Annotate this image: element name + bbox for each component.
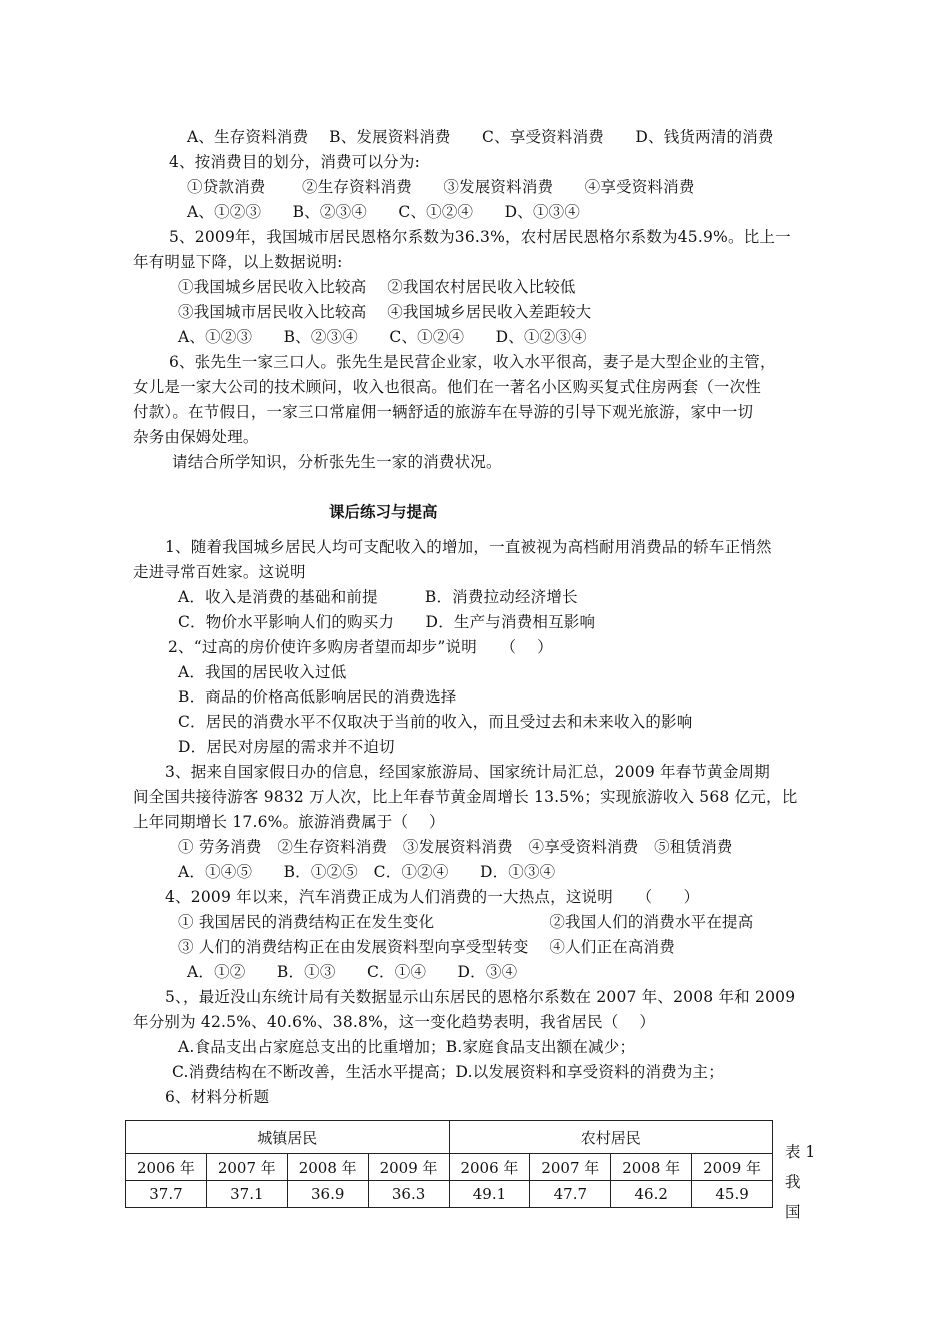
exercise-4-items-line2: ③ 人们的消费结构正在由发展资料型向享受型转变 ④人们正在高消费: [178, 938, 675, 956]
exercise-3-items: ① 劳务消费 ②生存资料消费 ③发展资料消费 ④享受资料消费 ⑤租赁消费: [178, 838, 733, 856]
value-cell: 49.1: [449, 1181, 530, 1208]
table-caption-3: 国: [785, 1203, 801, 1221]
question-6-prompt: 请结合所学知识，分析张先生一家的消费状况。: [172, 453, 502, 471]
table-group-header-row: [126, 1121, 773, 1154]
engel-coefficient-table: [125, 1120, 773, 1208]
question-6-line4: 杂务由保姆处理。: [133, 428, 259, 446]
exercise-2-option-b: B．商品的价格高低影响居民的消费选择: [178, 688, 457, 706]
section-title: 课后练习与提高: [329, 502, 438, 521]
value-cell: 37.1: [206, 1181, 287, 1208]
exercise-5-options-ab: A.食品支出占家庭总支出的比重增加；B.家庭食品支出额在减少；: [178, 1038, 636, 1056]
exercise-5-line1: 5、，最近没山东统计局有关数据显示山东居民的恩格尔系数在 2007 年、2008 年和 2009: [165, 988, 796, 1006]
exercise-1-options-ab: A．收入是消费的基础和前提 B．消费拉动经济增长: [178, 588, 578, 606]
exercise-5-line2: 年分别为 42.5%、40.6%、38.8%，这一变化趋势表明，我省居民（ ）: [133, 1013, 656, 1031]
exercise-4-items-line1: ① 我国居民的消费结构正在发生变化 ②我国人们的消费水平在提高: [178, 913, 754, 931]
exercise-3-line2: 间全国共接待游客 9832 万人次，比上年春节黄金周增长 13.5%；实现旅游收入 568 亿元，比: [133, 788, 798, 806]
header-rural-residents: 农村居民: [449, 1121, 773, 1154]
exercise-2-option-a: A．我国的居民收入过低: [178, 663, 347, 681]
question-6-line1: 6、张先生一家三口人。张先生是民营企业家，收入水平很高，妻子是大型企业的主管，: [169, 353, 776, 371]
year-cell: 2007 年: [206, 1154, 287, 1181]
exercise-5-options-cd: C.消费结构在不断改善，生活水平提高；D.以发展资料和享受资料的消费为主；: [172, 1063, 724, 1081]
year-cell: 2009 年: [368, 1154, 449, 1181]
table-year-row: [126, 1154, 773, 1181]
question-4-stem: 4、按消费目的划分，消费可以分为:: [169, 153, 420, 171]
value-cell: 47.7: [530, 1181, 611, 1208]
exercise-3-options: A．①④⑤ B．①②⑤ C．①②④ D．①③④: [178, 863, 556, 881]
year-cell: 2009 年: [692, 1154, 773, 1181]
question-5-stem-line1: 5、2009年，我国城市居民恩格尔系数为36.3%，农村居民恩格尔系数为45.9%。比上一: [169, 228, 791, 246]
table-value-row: [126, 1181, 773, 1208]
exercise-3-line3: 上年同期增长 17.6%。旅游消费属于（ ）: [133, 813, 445, 831]
exercise-6-stem: 6、材料分析题: [165, 1088, 270, 1106]
value-cell: 36.3: [368, 1181, 449, 1208]
exercise-4-stem: 4、2009 年以来，汽车消费正成为人们消费的一大热点，这说明 （ ）: [165, 888, 700, 906]
exercise-3-line1: 3、据来自国家假日办的信息，经国家旅游局、国家统计局汇总，2009 年春节黄金周期: [165, 763, 770, 781]
question-5-items-line2: ③我国城市居民收入比较高 ④我国城乡居民收入差距较大: [178, 303, 592, 321]
year-cell: 2006 年: [126, 1154, 207, 1181]
header-urban-residents: 城镇居民: [126, 1121, 450, 1154]
year-cell: 2008 年: [611, 1154, 692, 1181]
question-5-items-line1: ①我国城乡居民收入比较高 ②我国农村居民收入比较低: [178, 278, 576, 296]
year-cell: 2006 年: [449, 1154, 530, 1181]
question-5-options: A、①②③ B、②③④ C、①②④ D、①②③④: [178, 328, 587, 346]
value-cell: 37.7: [126, 1181, 207, 1208]
exercise-2-stem: 2、“过高的房价使许多购房者望而却步”说明 （ ）: [168, 638, 553, 656]
value-cell: 46.2: [611, 1181, 692, 1208]
exercise-2-option-d: D．居民对房屋的需求并不迫切: [178, 738, 395, 756]
exercise-2-option-c: C．居民的消费水平不仅取决于当前的收入，而且受过去和未来收入的影响: [178, 713, 693, 731]
question-4-items: ①贷款消费 ②生存资料消费 ③发展资料消费 ④享受资料消费: [187, 178, 695, 196]
question-6-line3: 付款）。在节假日，一家三口常雇佣一辆舒适的旅游车在导游的引导下观光旅游，家中一切: [133, 403, 754, 421]
question-3-options: A、生存资料消费 B、发展资料消费 C、享受资料消费 D、钱货两清的消费: [187, 128, 774, 146]
value-cell: 36.9: [287, 1181, 368, 1208]
question-6-line2: 女儿是一家大公司的技术顾问，收入也很高。他们在一著名小区购买复式住房两套（一次性: [133, 378, 762, 396]
exercise-1-line1: 1、随着我国城乡居民人均可支配收入的增加，一直被视为高档耐用消费品的轿车正悄然: [165, 538, 772, 556]
exercise-4-options: A．①② B．①③ C．①④ D．③④: [187, 963, 518, 981]
exercise-1-options-cd: C．物价水平影响人们的购买力 D．生产与消费相互影响: [178, 613, 596, 631]
question-5-stem-line2: 年有明显下降，以上数据说明:: [133, 253, 343, 271]
value-cell: 45.9: [692, 1181, 773, 1208]
table-caption-1: 表 1: [785, 1143, 816, 1161]
year-cell: 2008 年: [287, 1154, 368, 1181]
year-cell: 2007 年: [530, 1154, 611, 1181]
exercise-1-line2: 走进寻常百姓家。这说明: [133, 563, 306, 581]
question-4-options: A、①②③ B、②③④ C、①②④ D、①③④: [187, 203, 581, 221]
table-caption-2: 我: [785, 1173, 801, 1191]
